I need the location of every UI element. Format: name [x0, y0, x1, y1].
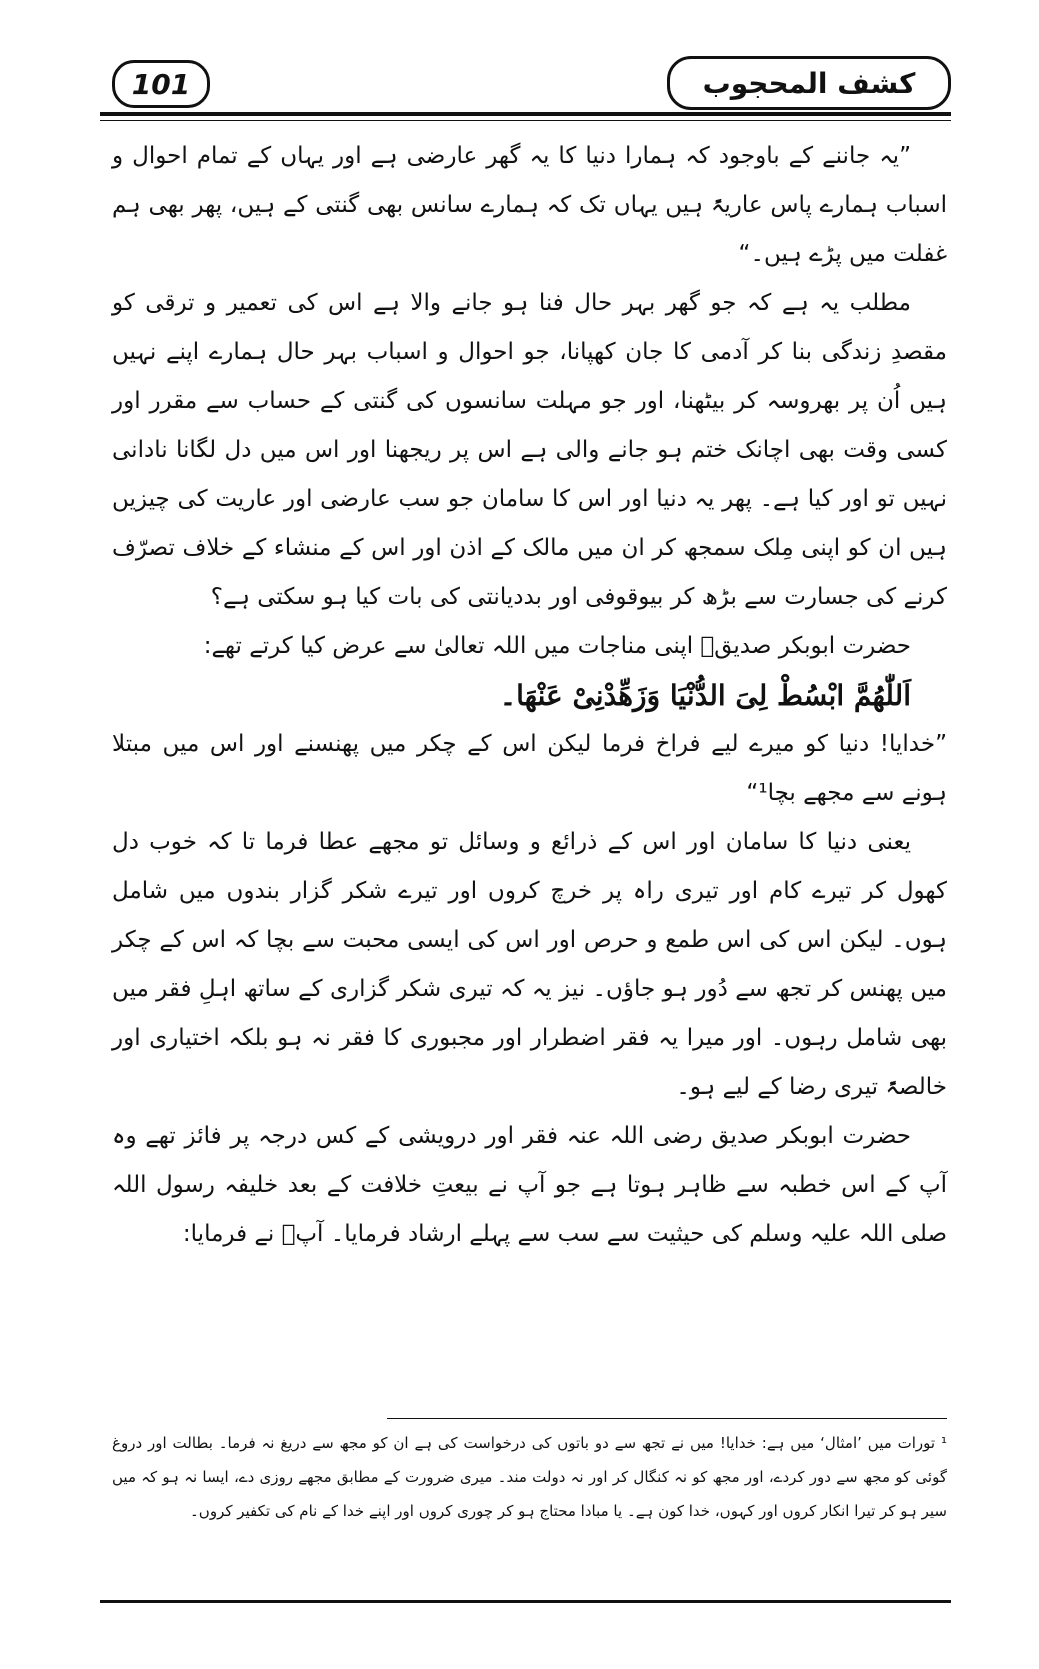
bottom-divider: [100, 1600, 951, 1603]
main-text: [112, 132, 947, 1259]
book-title: کشف المحجوب: [667, 56, 951, 110]
page-number: 101: [112, 60, 210, 108]
arabic-dua: اَللّٰهُمَّ ابْسُطْ لِیَ الدُّنْیَا وَزَهِّدْنِیْ عَنْهَا۔: [499, 679, 911, 712]
paragraph-explanation: مطلب یہ ہے کہ جو گھر بہر حال فنا ہو جانے والا ہے اس کی تعمیر و ترقی کو مقصدِ زندگی بنا کر آدمی کا جان کھپانا، جو احوال و اسباب بہر حال ہمارے اپنے نہیں ہیں اُن پر بھروسہ کر بیٹھنا، اور جو مہلت سانسوں کی گنتی کے حساب سے مقرر اور کسی وقت بھی اچانک ختم ہو جانے والی ہے اس پر ریجھنا اور اس میں دل لگانا نادانی نہیں تو اور کیا ہے۔ پھر یہ دنیا اور اس کا سامان جو سب عارضی اور عاریت کی چیزیں ہیں ان کو اپنی مِلک سمجھ کر ان میں مالک کے اذن اور اس کے منشاء کے خلاف تصرّف کرنے کی جسارت سے بڑھ کر بیوقوفی اور بددیانتی کی بات کیا ہو سکتی ہے؟: [112, 290, 947, 610]
footnote: [112, 1426, 947, 1528]
paragraph-quote: ”یہ جاننے کے باوجود کہ ہمارا دنیا کا یہ گھر عارضی ہے اور یہاں کے تمام احوال و اسباب ہمارے پاس عاریۃً ہیں یہاں تک کہ ہمارے سانس بھی گنتی کے ہیں، پھر بھی ہم غفلت میں پڑے ہیں۔“: [112, 143, 947, 267]
paragraph-sermon-intro: حضرت ابوبکر صدیق رضی اللہ عنہ فقر اور درویشی کے کس درجہ پر فائز تھے وہ آپ کے اس خطبہ سے ظاہر ہوتا ہے جو آپ نے بیعتِ خلافت کے بعد خلیفہ رسول اللہ صلی اللہ علیہ وسلم کی حیثیت سے سب سے پہلے ارشاد فرمایا۔ آپؓ نے فرمایا:: [112, 1123, 947, 1247]
footnote-text: ¹ تورات میں ’امثال‘ میں ہے: خدایا! میں نے تجھ سے دو باتوں کی درخواست کی ہے ان کو مجھ سے دریغ نہ فرما۔ بطالت اور دروغ گوئی کو مجھ سے دور کردے، اور مجھ کو نہ کنگال کر اور نہ دولت مند۔ میری ضرورت کے مطابق مجھے روزی دے، ایسا نہ ہو کہ میں سیر ہو کر تیرا انکار کروں اور کہوں، خدا کون ہے۔ یا مبادا محتاج ہو کر چوری کروں اور اپنے خدا کے نام کی تکفیر کروں۔: [112, 1434, 947, 1520]
paragraph-dua-translation: ”خدایا! دنیا کو میرے لیے فراخ فرما لیکن اس کے چکر میں پھنسنے اور اس میں مبتلا ہونے سے مجھے بچا¹“: [112, 731, 947, 806]
paragraph-dua-intro: حضرت ابوبکر صدیقؓ اپنی مناجات میں اللہ تعالیٰ سے عرض کیا کرتے تھے:: [203, 633, 911, 659]
footnote-divider: [387, 1418, 947, 1419]
header-divider: [100, 112, 951, 116]
paragraph-dua-meaning: یعنی دنیا کا سامان اور اس کے ذرائع و وسائل تو مجھے عطا فرما تا کہ خوب دل کھول کر تیرے کام اور تیری راہ پر خرچ کروں اور تیرے شکر گزار بندوں میں شامل ہوں۔ لیکن اس کی اس طمع و حرص اور اس کی ایسی محبت سے بچا کہ اس کے چکر میں پھنس کر تجھ سے دُور ہو جاؤں۔ نیز یہ کہ تیری شکر گزاری کے ساتھ اہلِ فقر میں بھی شامل رہوں۔ اور میرا یہ فقر اضطرار اور مجبوری کا فقر نہ ہو بلکہ اختیاری اور خالصۃً تیری رضا کے لیے ہو۔: [112, 829, 947, 1100]
header-divider-thin: [100, 120, 951, 121]
